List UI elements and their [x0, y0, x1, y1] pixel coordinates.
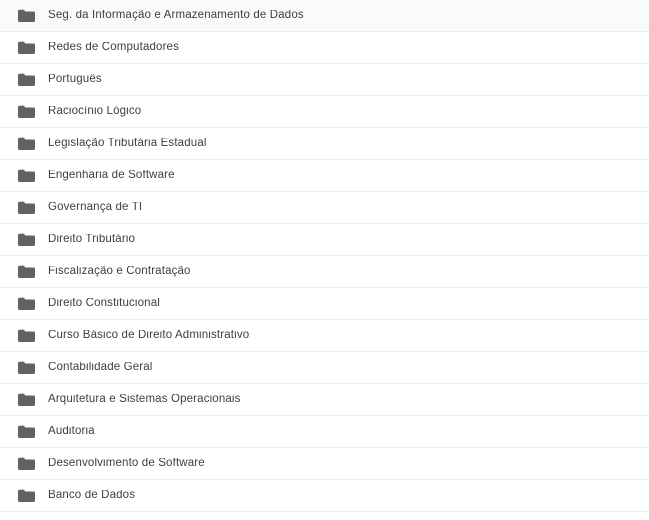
list-item-label: Fiscalização e Contratação — [48, 265, 191, 277]
list-item-label: Seg. da Informação e Armazenamento de Dados — [48, 9, 304, 21]
list-item[interactable] — [0, 96, 649, 128]
list-item[interactable] — [0, 224, 649, 256]
folder-icon — [18, 329, 35, 343]
list-item[interactable] — [0, 288, 649, 320]
list-item-label: Raciocínio Lógico — [48, 105, 142, 117]
folder-icon — [18, 393, 35, 407]
list-item[interactable] — [0, 128, 649, 160]
list-item[interactable] — [0, 192, 649, 224]
list-item[interactable] — [0, 64, 649, 96]
list-item-label: Auditoria — [48, 425, 95, 437]
list-item[interactable] — [0, 384, 649, 416]
list-item[interactable] — [0, 320, 649, 352]
folder-icon — [18, 297, 35, 311]
list-item[interactable] — [0, 0, 649, 32]
folder-icon — [18, 457, 35, 471]
list-item[interactable] — [0, 32, 649, 64]
list-item-label: Legislação Tributária Estadual — [48, 137, 207, 149]
folder-icon — [18, 489, 35, 503]
list-item-label: Engenharia de Software — [48, 169, 175, 181]
list-item-label: Português — [48, 73, 102, 85]
folder-icon — [18, 233, 35, 247]
list-item-label: Curso Básico de Direito Administrativo — [48, 329, 250, 341]
list-item[interactable] — [0, 480, 649, 512]
list-item[interactable] — [0, 448, 649, 480]
folder-icon — [18, 105, 35, 119]
list-item-label: Direito Constitucional — [48, 297, 160, 309]
list-item[interactable] — [0, 256, 649, 288]
folder-icon — [18, 361, 35, 375]
folder-icon — [18, 137, 35, 151]
list-item-label: Direito Tributário — [48, 233, 136, 245]
list-item-label: Desenvolvimento de Software — [48, 457, 205, 469]
list-item-label: Redes de Computadores — [48, 41, 180, 53]
list-item-label: Contabilidade Geral — [48, 361, 153, 373]
list-item-label: Banco de Dados — [48, 489, 136, 501]
folder-icon — [18, 169, 35, 183]
list-item[interactable] — [0, 160, 649, 192]
folder-icon — [18, 41, 35, 55]
list-item-label: Governança de TI — [48, 201, 143, 213]
list-item-label: Arquitetura e Sistemas Operacionais — [48, 393, 241, 405]
list-item[interactable] — [0, 416, 649, 448]
folder-icon — [18, 201, 35, 215]
folder-icon — [18, 265, 35, 279]
folder-icon — [18, 73, 35, 87]
list-item[interactable] — [0, 352, 649, 384]
folder-icon — [18, 9, 35, 23]
folder-icon — [18, 425, 35, 439]
